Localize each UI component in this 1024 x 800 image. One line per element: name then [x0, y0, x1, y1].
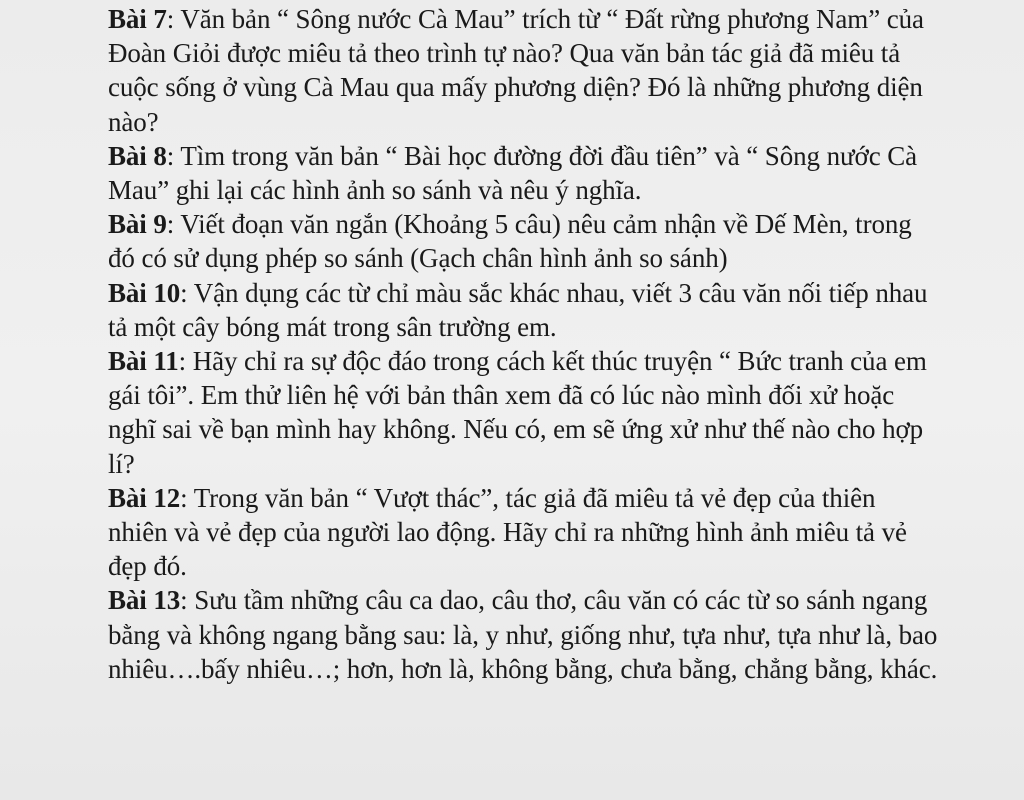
exercise-text: : Tìm trong văn bản “ Bài học đường đời đầu tiên” và “ Sông nước Cà Mau” ghi lại các hình ảnh so sánh và nêu ý nghĩa. [108, 140, 918, 206]
exercise-text: : Viết đoạn văn ngắn (Khoảng 5 câu) nêu cảm nhận về Dế Mèn, trong đó có sử dụng phép so sánh (Gạch chân hình ảnh so sánh) [108, 209, 912, 274]
exercise-text: : Văn bản “ Sông nước Cà Mau” trích từ “ Đất rừng phương Nam” của Đoàn Giỏi được miêu tả theo trình tự nào? Qua văn bản tác giả đã miêu tả cuộc sống ở vùng Cà Mau qua mấy phương diện? Đó là những phương diện nào? [108, 4, 924, 137]
exercise-12 [108, 481, 938, 584]
exercise-label: Bài 12 [108, 482, 181, 513]
exercise-label: Bài 7 [108, 4, 167, 34]
exercise-label: Bài 10 [108, 277, 181, 308]
exercise-text: : Vận dụng các từ chỉ màu sắc khác nhau, viết 3 câu văn nối tiếp nhau tả một cây bóng mát trong sân trường em. [108, 277, 928, 342]
exercise-9 [108, 207, 938, 275]
exercise-13 [108, 583, 938, 686]
exercise-text: : Trong văn bản “ Vượt thác”, tác giả đã miêu tả vẻ đẹp của thiên nhiên và vẻ đẹp của người lao động. Hãy chỉ ra những hình ảnh miêu tả vẻ đẹp đó. [108, 482, 907, 582]
exercise-text: : Hãy chỉ ra sự độc đáo trong cách kết thúc truyện “ Bức tranh của em gái tôi”. Em thử liên hệ với bản thân xem đã có lúc nào mình đối xử hoặc nghĩ sai về bạn mình hay không. Nếu có, em sẽ ứng xử như thế nào cho hợp lí? [108, 346, 927, 479]
exercise-list [108, 2, 938, 686]
exercise-label: Bài 13 [108, 585, 181, 616]
exercise-label: Bài 8 [108, 140, 167, 171]
exercise-label: Bài 9 [108, 209, 167, 240]
exercise-7 [108, 2, 938, 139]
exercise-text: : Sưu tầm những câu ca dao, câu thơ, câu văn có các từ so sánh ngang bằng và không ngang bằng sau: là, y như, giống như, tựa như, tựa như là, bao nhiêu….bấy nhiêu…; hơn, hơn là, không bằng, chưa bằng, chẳng bằng, khác. [108, 585, 938, 684]
exercise-label: Bài 11 [108, 346, 179, 377]
exercise-8 [108, 139, 938, 207]
exercise-10 [108, 276, 938, 344]
exercise-11 [108, 344, 938, 481]
